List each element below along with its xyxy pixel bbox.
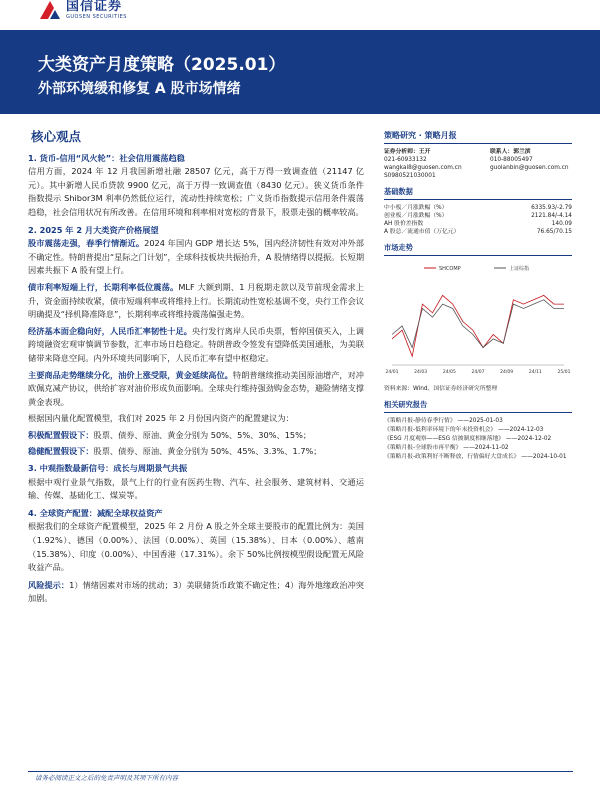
- stat-label: 中小板／月涨跌幅（%）: [384, 205, 448, 211]
- analyst-block: [384, 148, 462, 180]
- section-4-text: 根据我们的全球资产配置模型，2025 年 2 月份 A 股之外全球主要股市的配置比例为：美国（1.92%）、德国（0.00%）、法国（0.00%）、英国（15.38%）、日本（0.00%）、越南（15.38%）、印度（0.00%）、中国香港（17.31%）。余下 50%比例按模型假设配置无风险收益产品。: [28, 521, 364, 573]
- commodities-highlight: 主要商品走势继续分化，油价上涨受限，黄金延续高位。: [28, 369, 233, 380]
- brand-name-cn: 国信证券: [66, 0, 123, 14]
- analyst-email[interactable]: wangkai8@guosen.com.cn: [384, 165, 462, 171]
- stat-label: AH 股价差指数: [384, 221, 424, 227]
- x-tick-label: 24/05: [442, 370, 456, 375]
- analyst-label: 证券分析师：王开: [384, 149, 431, 155]
- report-category: 策略研究 · 策略月报: [384, 131, 457, 140]
- x-tick-label: 24/07: [471, 370, 485, 375]
- report-link[interactable]: 《策略月报-全球股市再平衡》 ——2024-11-02: [384, 445, 509, 451]
- paragraph-commodities: [28, 369, 364, 410]
- model-text: 根据国内量化配置模型，我们对 2025 年 2 月份国内资产的配置建议为：: [28, 413, 294, 424]
- contact-phone: 010-88005497: [490, 157, 533, 163]
- risk-label: 风险提示：: [28, 579, 70, 590]
- core-heading: 核心观点: [31, 129, 82, 144]
- stocks-text: 2024 年国内 GDP 增长达 5%，国内经济韧性有效对冲外部不确定性。特朗普提出“星际之门计划”，全球科技板块共振抬升，A 股情绪得以提振。长短期因素共振下 A 股有望上行。: [28, 238, 365, 276]
- x-tick-label: 24/11: [528, 370, 542, 375]
- aggressive-text: 股票、债券、原油、黄金分别为 50%、5%、30%、15%；: [93, 429, 312, 440]
- series-line-1: [392, 300, 564, 348]
- section-3-text: 根据中观行业景气指数，景气上行的行业有医药生物、汽车、社会服务、建筑材料、交通运输、传媒、基础化工、煤炭等。: [28, 476, 364, 501]
- chart-title: 市场走势: [384, 243, 413, 252]
- aggressive-label: 积极配置假设下：: [28, 429, 94, 440]
- legend-label: SHCOMP: [439, 266, 461, 272]
- stat-value: 140.09: [551, 221, 572, 227]
- divider: [384, 412, 572, 413]
- brand-name-en: GUOSEN SECURITIES: [66, 14, 127, 20]
- divider: [384, 143, 572, 144]
- report-link[interactable]: 《策略月报-低利率环境下的年末投资机会》 ——2024-12-03: [384, 427, 544, 433]
- stats-table: [384, 204, 572, 236]
- stat-value: 2121.84/-4.14: [531, 213, 572, 219]
- risk-text: 1）情绪因素对市场的扰动；3）美联储货币政策不确定性；4）海外地缘政治冲突加剧。: [28, 579, 364, 604]
- report-title: 大类资产月度策略（2025.01）: [38, 55, 286, 75]
- section-3-title: 3. 中观指数最新信号：成长与周期景气共振: [28, 463, 188, 474]
- x-tick-label: 25/01: [557, 370, 571, 375]
- bonds-highlight: 债市利率短端上行，长期利率低位震荡。: [28, 281, 179, 292]
- contact-email[interactable]: guolanbin@guosen.com.cn: [490, 165, 569, 171]
- stat-label: 创业板／月涨跌幅（%）: [384, 213, 448, 219]
- stable-text: 股票、债券、原油、黄金分别为 50%、45%、3.3%、1.7%；: [93, 446, 322, 457]
- footer-disclaimer: 请务必阅读正文之后的免责声明及其项下所有内容: [35, 774, 178, 782]
- report-link[interactable]: 《ESG 月度观察——ESG 信披制度相继落地》 ——2024-12-02: [384, 436, 552, 442]
- stat-row: [384, 220, 572, 228]
- divider: [384, 199, 572, 200]
- brand-logo: [40, 0, 127, 20]
- analyst-row: [384, 148, 572, 180]
- chart-source: 资料来源：Wind、国信证券经济研究所整理: [384, 386, 498, 392]
- report-link[interactable]: 《策略月报-政策利好不断释放，行情偏好大盘成长》 ——2024-10-01: [384, 454, 567, 460]
- paragraph-fx: [28, 325, 364, 366]
- legend-label: 上证综指: [509, 266, 530, 272]
- section-1-title: 1. 货币-信用“风火轮”：社会信用震荡趋稳: [28, 152, 185, 163]
- bonds-text: MLF 大额到期、1 月税期走款以及节前现金需求上升，资金面持续收紧，债市短端利率或将维持上行。长期流动性宽松基调不变，央行工作会议明确提及“择机降准降息”，长期利率或将维持震荡偏强走势。: [28, 281, 364, 320]
- x-tick-label: 24/01: [385, 370, 399, 375]
- guosen-logo-icon: [40, 1, 60, 19]
- analyst-cert: S0980521030001: [384, 173, 436, 179]
- market-trend-chart: [384, 260, 572, 380]
- stable-label: 稳健配置假设下：: [28, 446, 94, 457]
- contact-label: 联系人：郭兰滨: [490, 149, 531, 155]
- related-reports-title: 相关研究报告: [384, 400, 428, 409]
- core-views: [28, 130, 364, 609]
- stocks-highlight: 股市震荡走强，春季行情渐近。: [28, 238, 145, 249]
- stat-row: [384, 212, 572, 220]
- contact-block: [490, 148, 572, 180]
- stat-row: [384, 204, 572, 212]
- stat-value: 76.65/70.15: [536, 229, 572, 235]
- stable-allocation: [28, 445, 364, 459]
- analyst-phone: 021-60933132: [384, 157, 427, 163]
- report-link[interactable]: 《策略月报-静待春季行情》 ——2025-01-03: [384, 418, 503, 424]
- section-2-title: 2. 2025 年 2 月大类资产价格展望: [28, 224, 159, 235]
- stat-row: [384, 228, 572, 236]
- related-reports: [384, 417, 572, 461]
- stat-value: 6335.93/-2.79: [531, 205, 572, 211]
- aggressive-allocation: [28, 429, 364, 443]
- basic-data-title: 基础数据: [384, 187, 413, 196]
- commodities-text: 特朗普继续推动美国原油增产，对冲欧佩克减产协议，供给扩容对油价形成负面影响。全球央行维持强劲购金态势，避险情绪支撑黄金表现。: [28, 369, 364, 407]
- sidebar: [384, 132, 572, 462]
- x-tick-label: 24/03: [414, 370, 428, 375]
- paragraph-stocks: [28, 237, 364, 278]
- stat-label: A 股总／流通市值（万亿元）: [384, 229, 460, 235]
- x-tick-label: 24/09: [500, 370, 514, 375]
- fx-highlight: 经济基本面企稳向好，人民币汇率韧性十足。: [28, 325, 192, 336]
- section-4-title: 4. 全球资产配置：减配全球权益资产: [28, 507, 163, 518]
- fx-text: 央行发行离岸人民币央票，暂停国债买入，上调跨境融资宏观审慎调节参数，汇率市场日趋稳定。特朗普政令签发有望降低美国通胀，为美联储带来降息空间。内外环境共同影响下，人民币汇率有望中枢稳定。: [28, 325, 364, 363]
- paragraph-bonds: [28, 281, 364, 322]
- section-1-text: 信用方面，2024 年 12 月我国新增社融 28507 亿元，高于万得一致调查值（21147 亿元）。其中新增人民币贷款 9900 亿元，高于万得一致调查值（8430 亿元）。狭义货币条件指数提示 Shibor3M 利率仍然低位运行，流动性持续宽松；广义货币指数提示信用条件震荡趋稳，社会信用状况有所改善。在信用环境和利率相对宽松的背景下，股票走强的概率较高。: [28, 166, 364, 217]
- risk-warning: [28, 579, 364, 606]
- report-subtitle: 外部环境缓和修复 A 股市场情绪: [38, 81, 241, 97]
- divider: [384, 255, 572, 256]
- footer-divider: [28, 771, 573, 772]
